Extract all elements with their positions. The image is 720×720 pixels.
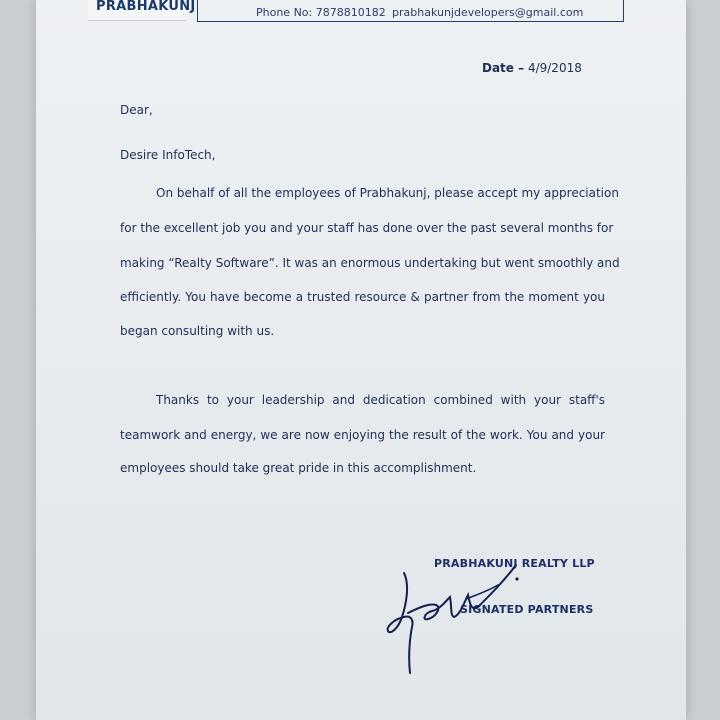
paragraph1-line5: began consulting with us. <box>120 324 275 338</box>
salutation: Dear, <box>120 103 153 117</box>
paragraph2-line3: employees should take great pride in this accomplishment. <box>120 461 477 475</box>
handwritten-signature <box>380 555 530 680</box>
signoff-title: SIGNATED PARTNERS <box>460 603 594 616</box>
signoff-company: PRABHAKUNJ REALTY LLP <box>434 557 595 570</box>
paragraph1-line2: for the excellent job you and your staff has done over the past several months for <box>120 221 614 235</box>
paragraph2-line1: Thanks to your leadership and dedication combined with your staff's <box>156 393 605 407</box>
recipient: Desire InfoTech, <box>120 148 216 162</box>
paragraph1-line3: making “Realty Software”. It was an enormous undertaking but went smoothly and <box>120 256 620 270</box>
letterhead-phone: Phone No: 7878810182 <box>256 6 386 19</box>
date-label: Date – <box>482 61 525 75</box>
date-value: 4/9/2018 <box>527 61 582 75</box>
paragraph1-line4: efficiently. You have become a trusted resource & partner from the moment you <box>120 290 605 304</box>
paragraph2-line2: teamwork and energy, we are now enjoying the result of the work. You and your <box>120 428 605 442</box>
company-logo: PRABHAKUNJ <box>96 0 196 14</box>
letter-date <box>482 61 582 75</box>
letterhead-email: prabhakunjdevelopers@gmail.com <box>392 6 584 19</box>
paragraph1-line1: On behalf of all the employees of Prabhakunj, please accept my appreciation <box>156 186 619 200</box>
